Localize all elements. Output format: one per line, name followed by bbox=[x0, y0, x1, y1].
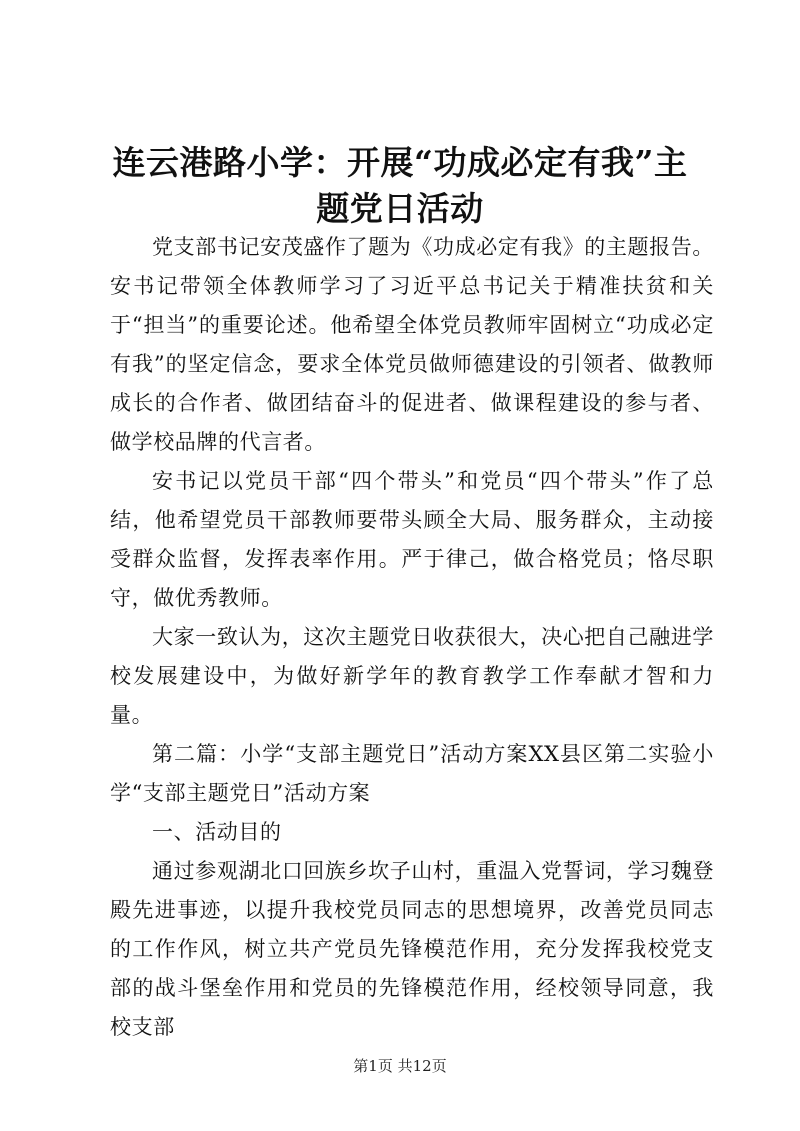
paragraph-consensus: 大家一致认为，这次主题党日收获很大，决心把自己融进学校发展建设中，为做好新学年的教育教学工作奉献才智和力量。 bbox=[110, 625, 714, 727]
paragraph-summary: 安书记以党员干部“四个带头”和党员“四个带头”作了总结，他希望党员干部教师要带头顾全大局、服务群众，主动接受群众监督，发挥表率作用。严于律己，做合格党员；恪尽职守，做优秀教师。 bbox=[110, 469, 714, 610]
paragraph-purpose: 通过参观湖北口回族乡坎子山村，重温入党誓词，学习魏登殿先进事迹，以提升我校党员同志的思想境界，改善党员同志的工作作风，树立共产党员先锋模范作用，充分发挥我校党支部的战斗堡垒作用和党员的先锋模范作用，经校领导同意，我校支部 bbox=[110, 859, 714, 1039]
document-body bbox=[110, 228, 714, 1047]
document-title: 连云港路小学：开展“功成必定有我”主题党日活动 bbox=[112, 143, 688, 228]
page-footer: 第1页 共12页 bbox=[353, 1057, 447, 1075]
section-heading-purpose: 一、活动目的 bbox=[152, 820, 282, 844]
paragraph-second-article-heading: 第二篇：小学“支部主题党日”活动方案XX县区第二实验小学“支部主题党日”活动方案 bbox=[110, 742, 714, 805]
paragraph-report: 党支部书记安茂盛作了题为《功成必定有我》的主题报告。安书记带领全体教师学习了习近平总书记关于精准扶贫和关于“担当”的重要论述。他希望全体党员教师牢固树立“功成必定有我”的坚定信念，要求全体党员做师德建设的引领者、做教师成长的合作者、做团结奋斗的促进者、做课程建设的参与者、做学校品牌的代言者。 bbox=[110, 235, 714, 454]
